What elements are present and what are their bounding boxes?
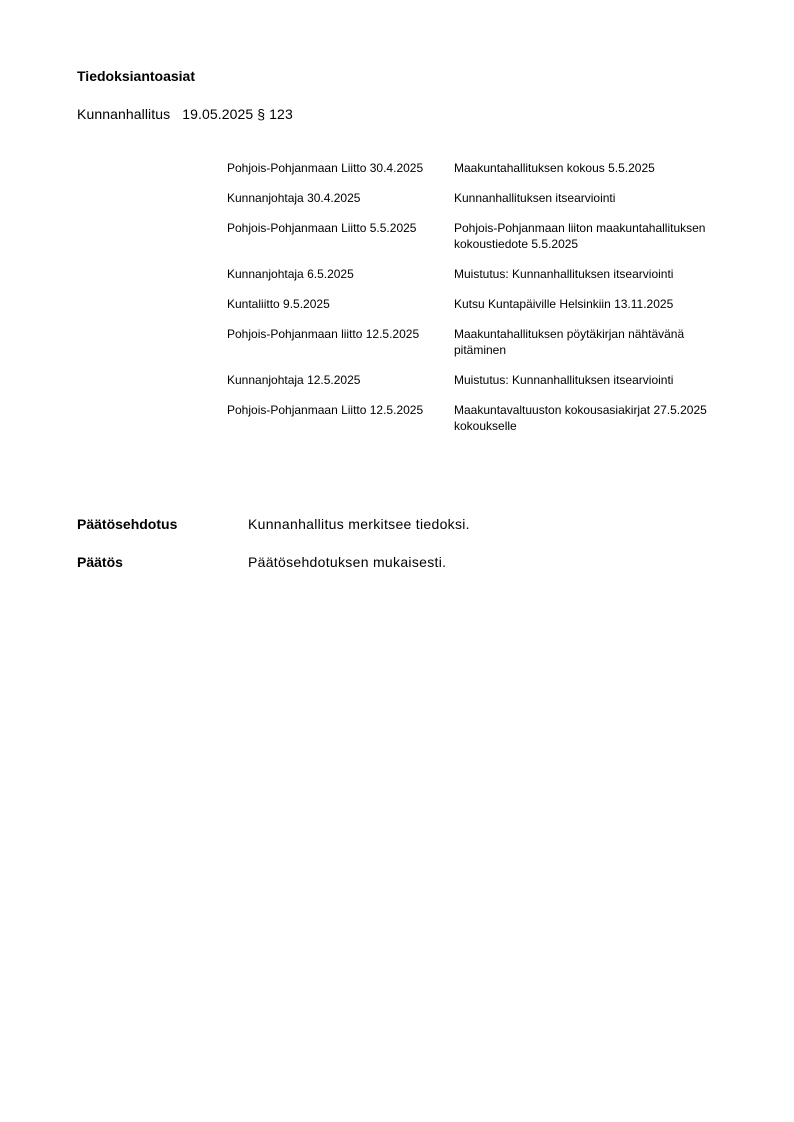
meeting-body: Kunnanhallitus <box>77 106 171 122</box>
notice-subject: Muistutus: Kunnanhallituksen itsearviointi <box>454 373 674 387</box>
notice-subject: Kunnanhallituksen itsearviointi <box>454 191 616 205</box>
list-item <box>227 190 737 206</box>
notice-sender: Kuntaliitto 9.5.2025 <box>227 297 330 311</box>
proposal-label: Päätösehdotus <box>77 516 178 532</box>
notice-sender: Kunnanjohtaja 12.5.2025 <box>227 373 361 387</box>
list-item <box>227 402 737 434</box>
notice-sender: Pohjois-Pohjanmaan Liitto 30.4.2025 <box>227 161 424 175</box>
list-item <box>227 372 737 388</box>
decision-label: Päätös <box>77 554 123 570</box>
notice-sender: Kunnanjohtaja 30.4.2025 <box>227 191 361 205</box>
notice-subject: Maakuntahallituksen kokous 5.5.2025 <box>454 161 655 175</box>
notice-sender: Kunnanjohtaja 6.5.2025 <box>227 267 354 281</box>
notice-sender: Pohjois-Pohjanmaan Liitto 5.5.2025 <box>227 221 417 235</box>
list-item <box>227 296 737 312</box>
notice-subject: Kutsu Kuntapäiville Helsinkiin 13.11.2025 <box>454 297 674 311</box>
meeting-date-section: 19.05.2025 § 123 <box>182 106 293 122</box>
notice-subject: Pohjois-Pohjanmaan liiton maakuntahallituksen kokoustiedote 5.5.2025 <box>454 221 706 251</box>
meeting-reference <box>77 106 293 122</box>
proposal-text: Kunnanhallitus merkitsee tiedoksi. <box>248 516 470 532</box>
list-item <box>227 266 737 282</box>
decision-text: Päätösehdotuksen mukaisesti. <box>248 554 447 570</box>
notice-sender: Pohjois-Pohjanmaan liitto 12.5.2025 <box>227 327 420 341</box>
list-item <box>227 326 737 358</box>
notice-sender: Pohjois-Pohjanmaan Liitto 12.5.2025 <box>227 403 424 417</box>
notices-list <box>227 160 737 448</box>
notice-subject: Muistutus: Kunnanhallituksen itsearviointi <box>454 267 674 281</box>
list-item <box>227 160 737 176</box>
list-item <box>227 220 737 252</box>
notice-subject: Maakuntavaltuuston kokousasiakirjat 27.5.2025 kokoukselle <box>454 403 707 433</box>
page-title: Tiedoksiantoasiat <box>77 68 196 84</box>
notice-subject: Maakuntahallituksen pöytäkirjan nähtävänä pitäminen <box>454 327 685 357</box>
